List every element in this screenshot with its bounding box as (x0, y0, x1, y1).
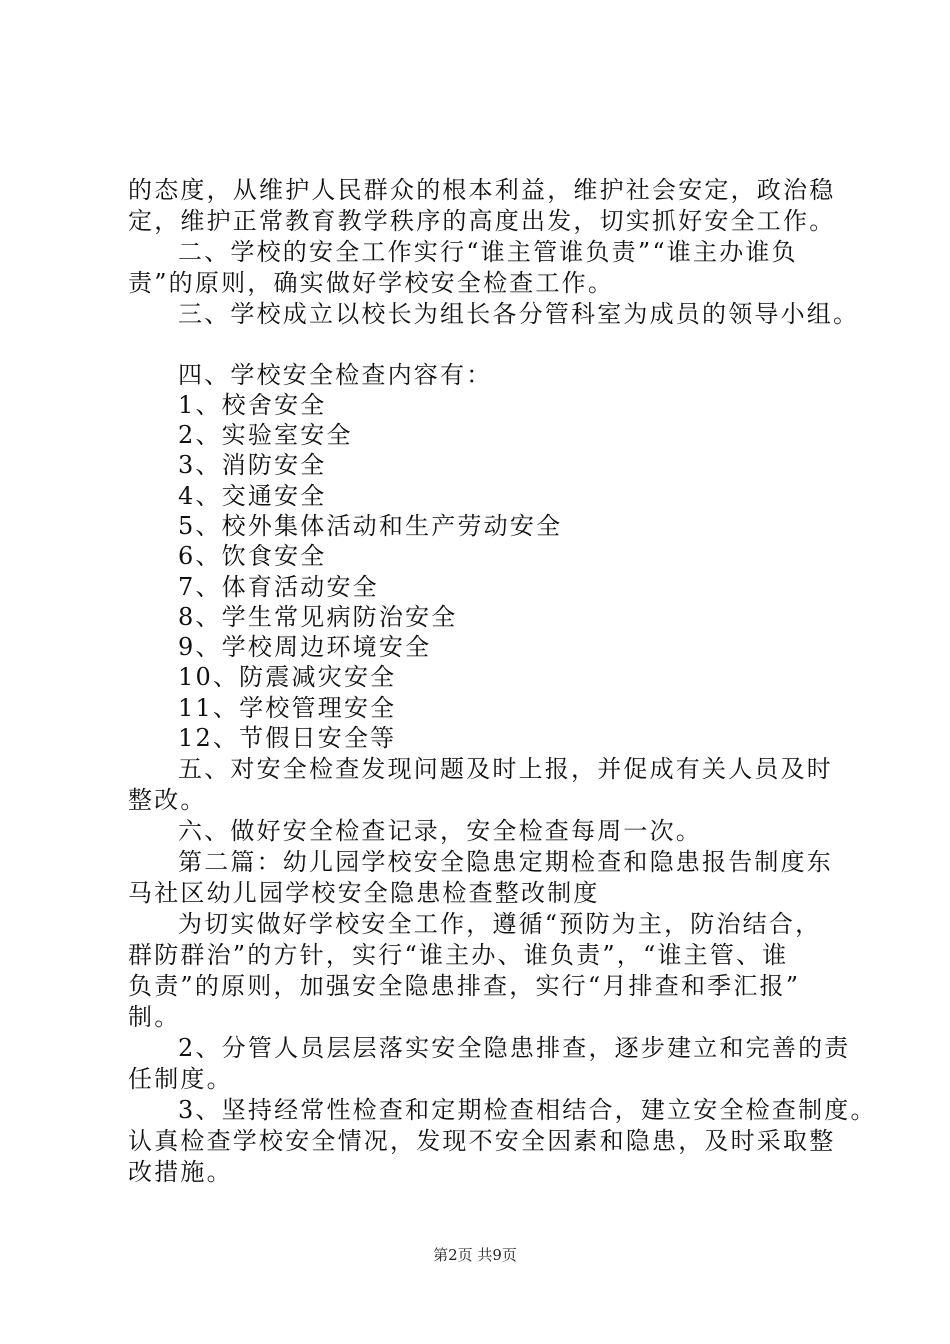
text-line: 三、学校成立以校长为组长各分管科室为成员的领导小组。 (178, 300, 860, 328)
text-line: 群防群治”的方针，实行“谁主办、谁负责”，“谁主管、谁 (128, 941, 789, 969)
text-line: 负责”的原则，加强安全隐患排查，实行“月排查和季汇报” (128, 972, 801, 1000)
text-line: 四、学校安全检查内容有： (178, 361, 493, 389)
page-number: 第2页 共9页 (433, 1246, 517, 1264)
list-item: 6、饮食安全 (178, 542, 327, 570)
text-line: 2、分管人员层层落实安全隐患排查，逐步建立和完善的责 (178, 1034, 851, 1062)
list-item: 3、消防安全 (178, 451, 327, 479)
text-line: 五、对安全检查发现问题及时上报，并促成有关人员及时 (178, 755, 833, 783)
list-item: 4、交通安全 (178, 482, 327, 510)
list-item: 5、校外集体活动和生产劳动安全 (178, 512, 563, 540)
list-item: 10、防震减灾安全 (178, 663, 397, 691)
text-line: 定，维护正常教育教学秩序的高度出发，切实抓好安全工作。 (128, 207, 836, 235)
list-item: 2、实验室安全 (178, 421, 353, 449)
text-line: 认真检查学校安全情况，发现不安全因素和隐患，及时采取整 (128, 1127, 836, 1155)
section-heading: 马社区幼儿园学校安全隐患检查整改制度 (128, 879, 600, 907)
list-item: 12、节假日安全等 (178, 724, 397, 752)
list-item: 11、学校管理安全 (178, 694, 397, 722)
text-line: 3、坚持经常性检查和定期检查相结合，建立安全检查制度。 (178, 1096, 877, 1124)
list-item: 7、体育活动安全 (178, 573, 379, 601)
text-line: 整改。 (128, 786, 207, 814)
list-item: 8、学生常见病防治安全 (178, 603, 458, 631)
text-line: 制。 (128, 1003, 181, 1031)
text-line: 任制度。 (128, 1065, 233, 1093)
text-line: 二、学校的安全工作实行“谁主管谁负责”“谁主办谁负 (178, 238, 798, 266)
text-line: 为切实做好学校安全工作，遵循“预防为主，防治结合， (178, 910, 822, 938)
text-line: 改措施。 (128, 1158, 233, 1186)
list-item: 1、校舍安全 (178, 391, 327, 419)
text-line: 六、做好安全检查记录，安全检查每周一次。 (178, 817, 702, 845)
text-line: 责”的原则，确实做好学校安全检查工作。 (128, 269, 615, 297)
text-line: 的态度，从维护人民群众的根本利益，维护社会安定，政治稳 (128, 176, 836, 204)
section-heading: 第二篇：幼儿园学校安全隐患定期检查和隐患报告制度东 (178, 848, 833, 876)
list-item: 9、学校周边环境安全 (178, 633, 432, 661)
